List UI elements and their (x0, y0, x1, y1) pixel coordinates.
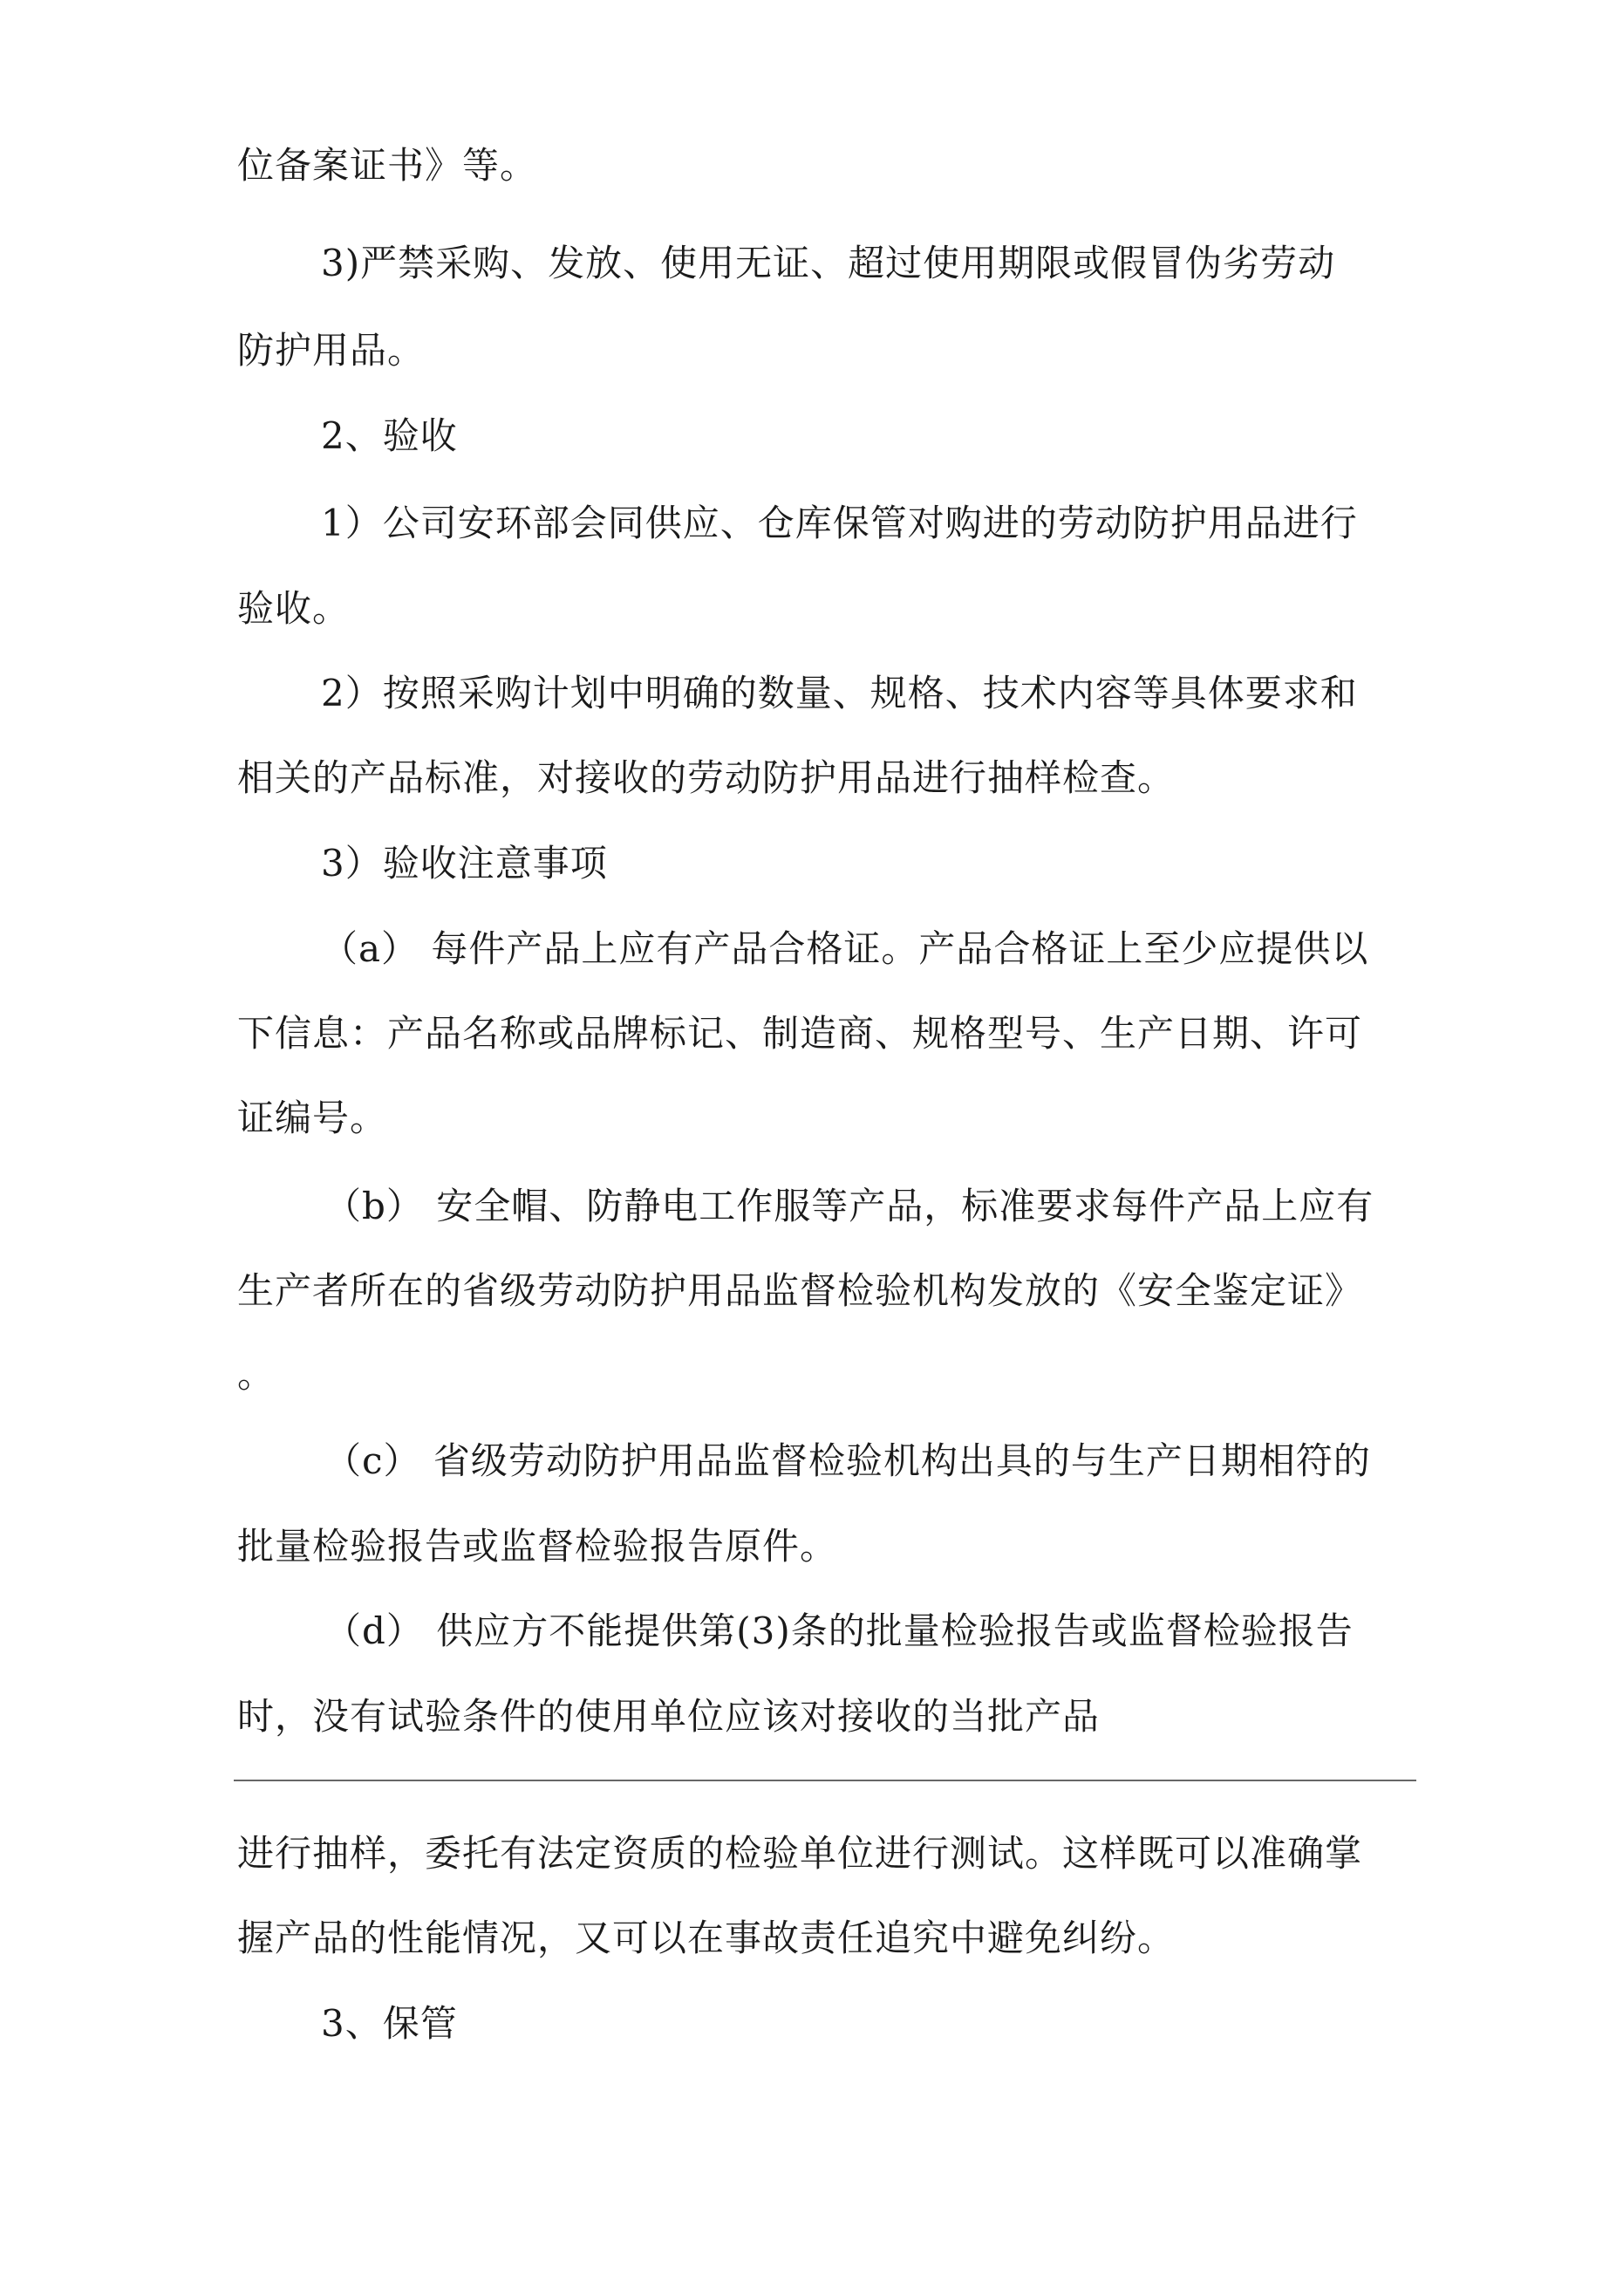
paragraph-line: 2）按照采购计划中明确的数量、规格、技术内容等具体要求和 (321, 672, 1358, 714)
paragraph-line: （c） 省级劳动防护用品监督检验机构出具的与生产日期相符的 (324, 1439, 1371, 1482)
paragraph-line: 位备案证书》等。 (237, 144, 538, 187)
paragraph-line: 证编号。 (237, 1097, 388, 1139)
paragraph-line: 进行抽样，委托有法定资质的检验单位进行测试。这样既可以准确掌 (237, 1832, 1363, 1875)
paragraph-line: 防护用品。 (237, 329, 426, 372)
section-heading: 2、验收 (321, 414, 458, 457)
paragraph-line: 验收。 (237, 587, 351, 630)
section-heading: 3、保管 (321, 2002, 458, 2045)
paragraph-line: 批量检验报告或监督检验报告原件。 (237, 1525, 838, 1568)
page-break-divider (234, 1780, 1416, 1781)
paragraph-line: 3)严禁采购、发放、使用无证、超过使用期限或假冒伪劣劳动 (321, 242, 1336, 284)
paragraph-line: （a） 每件产品上应有产品合格证。产品合格证上至少应提供以 (321, 927, 1369, 970)
paragraph-line: 握产品的性能情况，又可以在事故责任追究中避免纠纷。 (237, 1917, 1176, 1959)
paragraph-line: 3）验收注意事项 (321, 842, 608, 885)
paragraph-line: 。 (237, 1353, 276, 1396)
paragraph-line: （d） 供应方不能提供第(3)条的批量检验报告或监督检验报告 (324, 1609, 1354, 1652)
paragraph-line: 相关的产品标准，对接收的劳动防护用品进行抽样检查。 (237, 756, 1176, 799)
paragraph-line: 1）公司安环部会同供应、仓库保管对购进的劳动防护用品进行 (321, 502, 1358, 544)
paragraph-line: 生产者所在的省级劳动防护用品监督检验机构发放的《安全鉴定证》 (237, 1269, 1363, 1312)
paragraph-line: 下信息：产品名称或品牌标记、制造商、规格型号、生产日期、许可 (237, 1012, 1363, 1055)
paragraph-line: 时，没有试验条件的使用单位应该对接收的当批产品 (237, 1695, 1101, 1738)
paragraph-line: （b） 安全帽、防静电工作服等产品，标准要求每件产品上应有 (324, 1185, 1374, 1227)
